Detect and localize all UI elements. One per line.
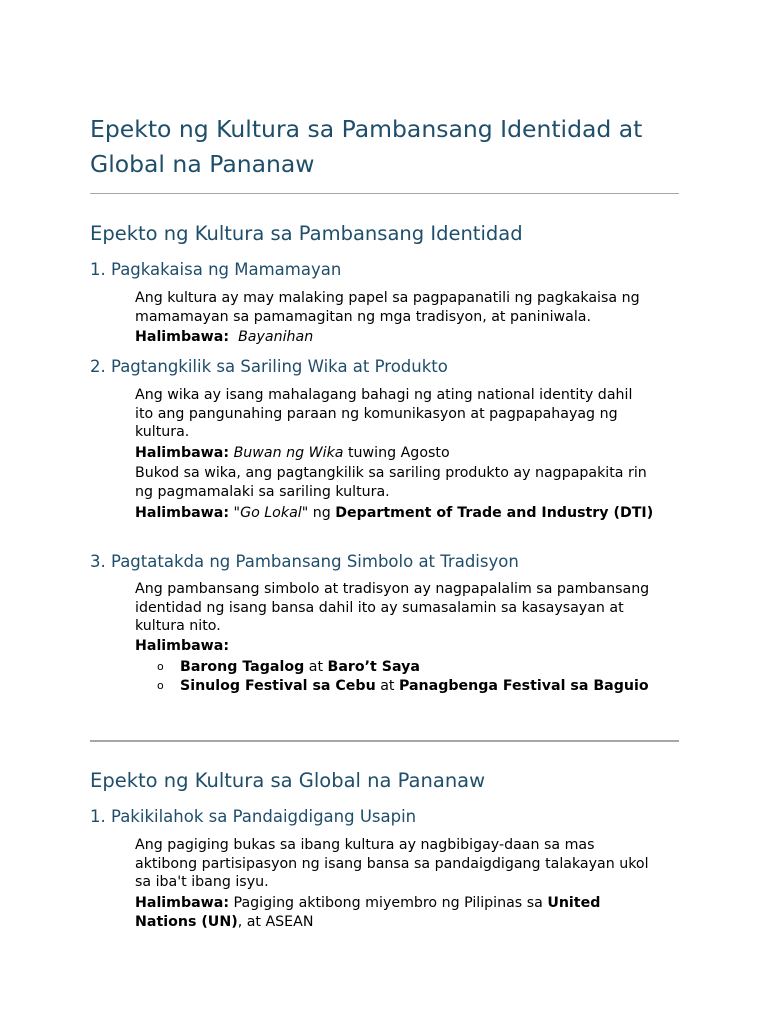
subheading-simbolo-tradisyon: 3. Pagtatakda ng Pambansang Simbolo at Tradisyon bbox=[90, 552, 519, 571]
subheading-wika-produkto: 2. Pagtangkilik sa Sariling Wika at Produkto bbox=[90, 357, 448, 376]
bullet-icon: o bbox=[157, 660, 164, 673]
example-label: Halimbawa: bbox=[135, 895, 230, 911]
example-label: Halimbawa: bbox=[135, 329, 230, 345]
bullet-icon: o bbox=[157, 678, 164, 692]
section-heading-global: Epekto ng Kultura sa Global na Pananaw bbox=[90, 769, 486, 792]
page-title: Epekto ng Kultura sa Pambansang Identidad at Global na Pananaw bbox=[90, 115, 643, 178]
paragraph-pakikilahok: Ang pagiging bukas sa ibang kultura ay nagbibigay-daan sa mas aktibong partisipasyon ng isang bansa sa pandaigdigang talakayan ukol sa iba't ibang isyu. bbox=[135, 837, 649, 891]
example-simbolo-label bbox=[135, 637, 665, 656]
example-label: Halimbawa: bbox=[135, 445, 230, 461]
section-heading-national-identity: Epekto ng Kultura sa Pambansang Identidad bbox=[90, 222, 523, 245]
paragraph-simbolo: Ang pambansang simbolo at tradisyon ay nagpapalalim sa pambansang identidad ng isang bansa dahil ito ay sumasalamin sa kasaysayan at kultura nito. bbox=[135, 581, 650, 635]
example-value: Go Lokal bbox=[240, 505, 302, 521]
title-divider bbox=[90, 193, 679, 194]
section-divider bbox=[90, 740, 679, 742]
subheading-pagkakaisa: 1. Pagkakaisa ng Mamamayan bbox=[90, 260, 342, 279]
example-list bbox=[135, 658, 655, 695]
example-value: Bayanihan bbox=[238, 329, 314, 345]
subheading-pakikilahok: 1. Pakikilahok sa Pandaigdigang Usapin bbox=[90, 807, 417, 826]
example-quote-open: " bbox=[229, 505, 241, 521]
example-organization: United Nations (UN) bbox=[135, 895, 601, 930]
example-quote-close: " ng bbox=[301, 505, 336, 521]
example-produkto bbox=[135, 504, 665, 523]
example-wika bbox=[135, 444, 665, 463]
example-organization: Department of Trade and Industry (DTI) bbox=[335, 505, 654, 521]
list-item: o Barong Tagalog at Baro’t Saya bbox=[157, 659, 420, 675]
example-pagkakaisa bbox=[135, 328, 665, 347]
paragraph-produkto: Bukod sa wika, ang pagtangkilik sa sariling produkto ay nagpapakita rin ng pagmamalaki sa sariling kultura. bbox=[135, 465, 647, 500]
example-pakikilahok bbox=[135, 894, 665, 931]
example-rest: tuwing Agosto bbox=[343, 445, 450, 461]
paragraph-wika: Ang wika ay isang mahalagang bahagi ng ating national identity dahil ito ang pangunahing paraan ng komunikasyon at pagpapahayag ng kultura. bbox=[135, 387, 633, 441]
example-value: Buwan ng Wika bbox=[233, 445, 344, 461]
example-label: Halimbawa: bbox=[135, 638, 230, 654]
list-item: o Sinulog Festival sa Cebu at Panagbenga Festival sa Baguio bbox=[157, 677, 649, 694]
example-rest: Pagiging aktibong miyembro ng Pilipinas sa bbox=[229, 895, 548, 911]
example-label: Halimbawa: bbox=[135, 505, 230, 521]
example-tail: , at ASEAN bbox=[237, 913, 314, 930]
paragraph-pagkakaisa: Ang kultura ay may malaking papel sa pagpapanatili ng pagkakaisa ng mamamayan sa pamamagitan ng mga tradisyon, at paniniwala. bbox=[135, 290, 640, 325]
